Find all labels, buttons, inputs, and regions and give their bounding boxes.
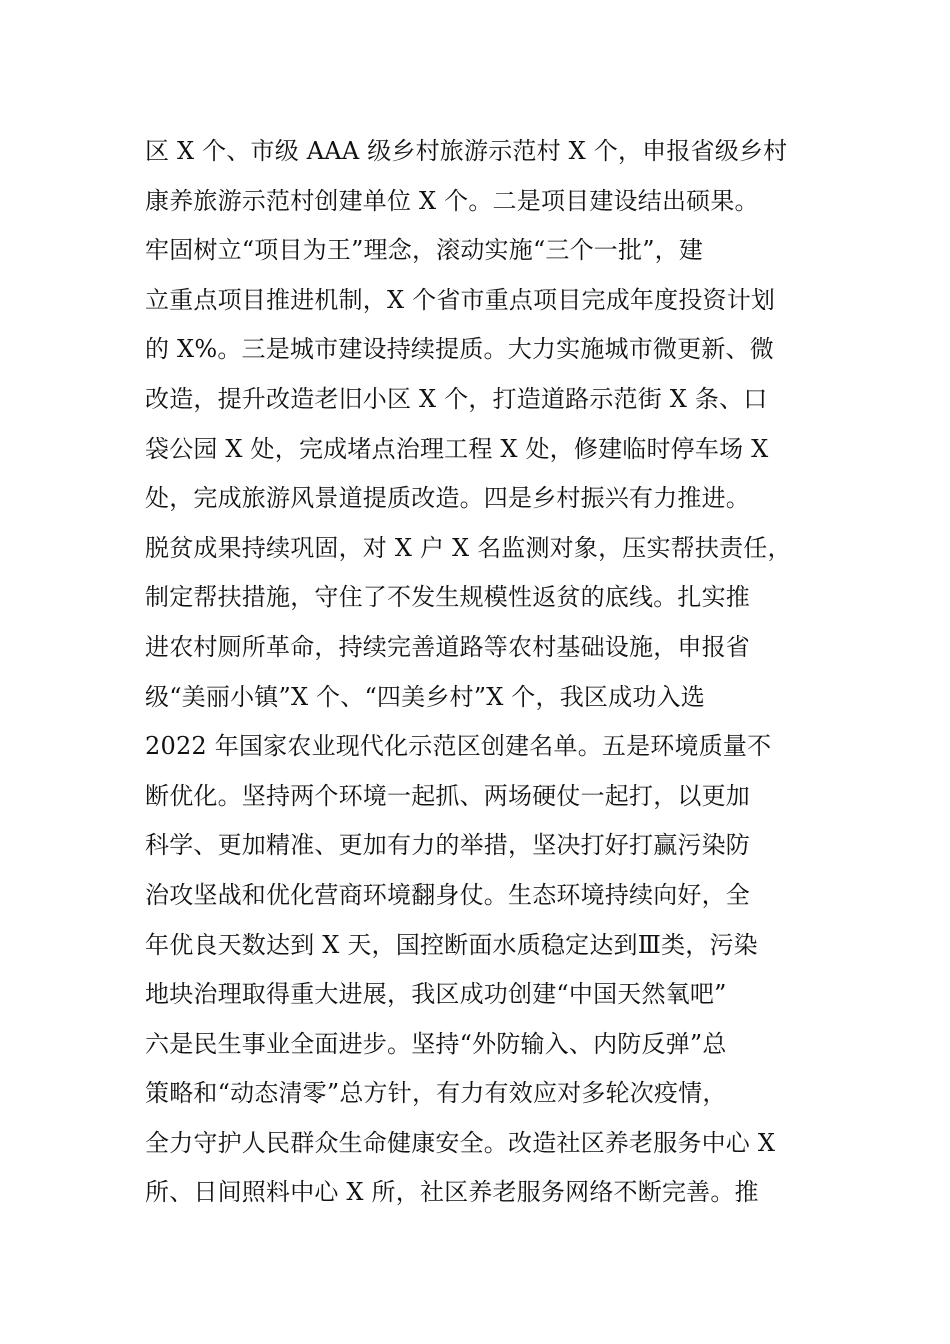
text-line-19: 六是民生事业全面进步。坚持“外防输入、内防反弹”总 <box>145 1029 727 1058</box>
text-line-5: 的 X%。三是城市建设持续提质。大力实施城市微更新、微 <box>145 335 774 364</box>
text-line-8: 处，完成旅游风景道提质改造。四是乡村振兴有力推进。 <box>145 484 750 513</box>
text-line-7: 袋公园 X 处，完成堵点治理工程 X 处，修建临时停车场 X <box>145 434 769 463</box>
text-line-14: 断优化。坚持两个环境一起抓、两场硬仗一起打，以更加 <box>145 781 750 810</box>
text-line-15: 科学、更加精准、更加有力的举措，坚决打好打赢污染防 <box>145 831 750 860</box>
text-line-2: 康养旅游示范村创建单位 X 个。二是项目建设结出硕果。 <box>145 186 759 215</box>
text-line-17: 年优良天数达到 X 天，国控断面水质稳定达到Ⅲ类，污染 <box>145 930 758 959</box>
text-line-4: 立重点项目推进机制，X 个省市重点项目完成年度投资计划 <box>145 285 776 314</box>
text-line-6: 改造，提升改造老旧小区 X 个，打造道路示范街 X 条、口 <box>145 384 768 413</box>
text-line-12: 级“美丽小镇”X 个、“四美乡村”X 个，我区成功入选 <box>145 682 705 711</box>
text-line-1: 区 X 个、市级 AAA 级乡村旅游示范村 X 个，申报省级乡村 <box>145 137 788 165</box>
text-line-16: 治攻坚战和优化营商环境翻身仗。生态环境持续向好，全 <box>145 880 750 909</box>
text-line-18: 地块治理取得重大进展，我区成功创建“中国天然氧吧” <box>145 980 727 1009</box>
text-line-22: 所、日间照料中心 X 所，社区养老服务网络不断完善。推 <box>145 1178 759 1207</box>
text-line-9: 脱贫成果持续巩固，对 X 户 X 名监测对象，压实帮扶责任， <box>145 533 792 562</box>
text-line-21: 全力守护人民群众生命健康安全。改造社区养老服务中心 X <box>145 1128 776 1157</box>
text-line-10: 制定帮扶措施，守住了不发生规模性返贫的底线。扎实推 <box>145 583 750 612</box>
text-line-20: 策略和“动态清零”总方针，有力有效应对多轮次疫情， <box>145 1079 727 1108</box>
text-line-3: 牢固树立“项目为王”理念，滚动实施“三个一批”，建 <box>145 236 704 265</box>
text-line-13: 2022 年国家农业现代化示范区创建名单。五是环境质量不 <box>145 732 772 761</box>
body-paragraph <box>145 127 825 1218</box>
text-line-11: 进农村厕所革命，持续完善道路等农村基础设施，申报省 <box>145 632 750 661</box>
